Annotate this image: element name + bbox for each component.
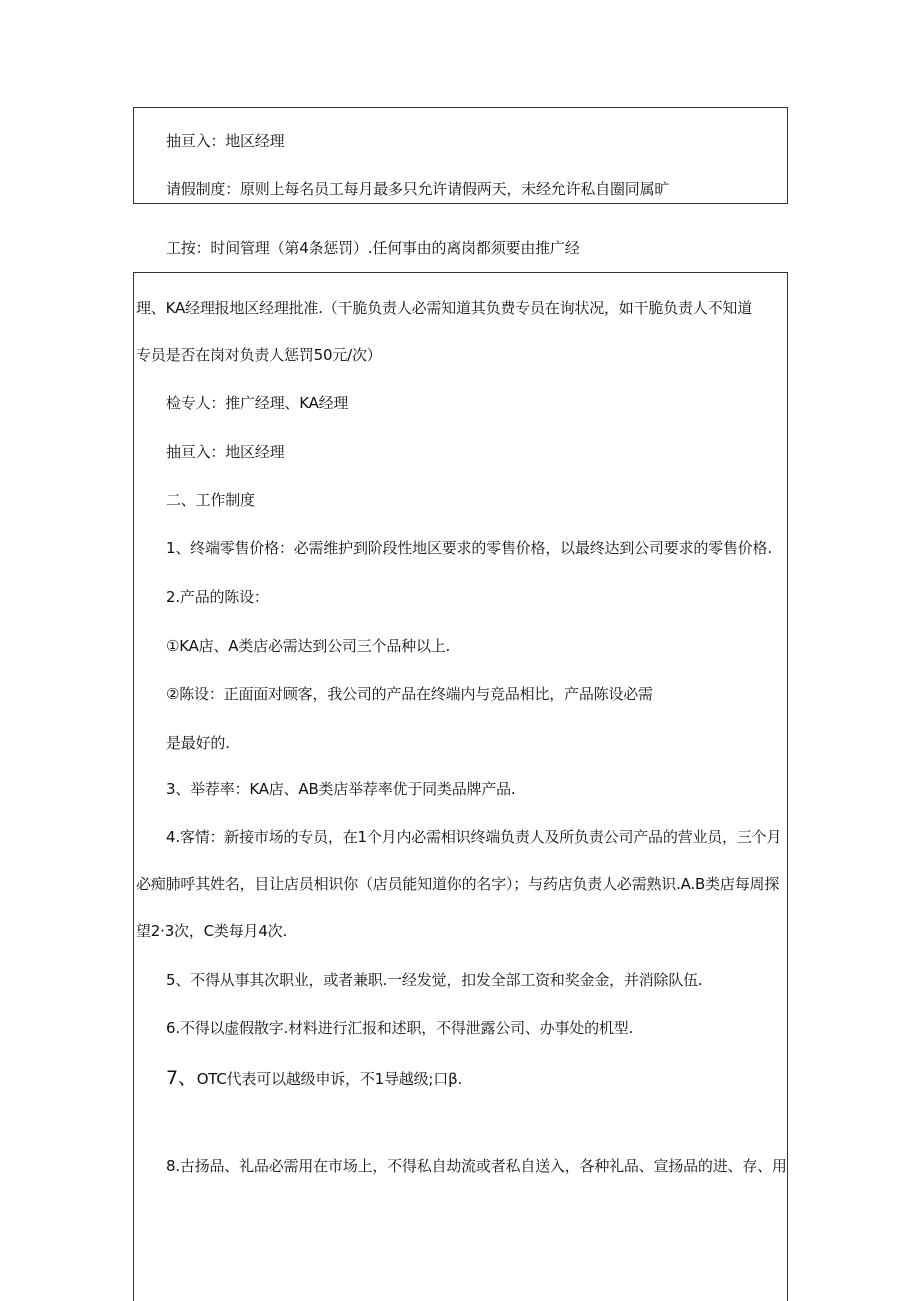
rule-2-item-1: ①KA店、A类店必需达到公司三个品种以上.	[166, 637, 451, 655]
rule-8: 8.古扬品、礼品必需用在市场上，不得私自劫流或者私自送入，各种礼品、宣扬品的进、存、用	[166, 1157, 787, 1175]
rule-2-item-2-cont: 是最好的.	[166, 734, 230, 752]
section-heading: 二、工作制度	[166, 491, 255, 509]
rule-2-item-2: ②陈设：正面面对顾客，我公司的产品在终端内与竞品相比，产品陈设必需	[166, 685, 653, 703]
rule-4-cont-2: 望2·3次，C类每月4次.	[136, 922, 288, 940]
rule-3: 3、举荐率：KA店、AB类店举荐率优于同类品牌产品.	[166, 780, 516, 798]
rule-7-number: 7、	[166, 1067, 197, 1089]
rule-4: 4.客情：新接市场的专员，在1个月内必需相识终端负责人及所负责公司产品的营业员，三个月	[166, 828, 782, 846]
time-management-line: 工按：时间管理（第4条惩罚）.任何事由的离岗都须要由推广经	[166, 239, 580, 257]
rule-1: 1、终端零售价格：必需维护到阶段性地区要求的零售价格，以最终达到公司要求的零售价格.	[166, 539, 772, 557]
rule-7	[166, 1068, 462, 1089]
rule-5: 5、不得从事其次职业，或者兼职.一经发觉，扣发全部工资和奖金金，并消除队伍.	[166, 971, 703, 989]
rule-2-heading: 2.产品的陈设：	[166, 588, 269, 606]
inspector-line: 检专人：推广经理、KA经理	[166, 394, 349, 412]
rule-7-text: OTC代表可以越级申诉，不1导越级;口β.	[196, 1070, 463, 1088]
approval-line: 理、KA经理报地区经理批准.（干脆负责人必需知道其负费专员在询状况，如干脆负责人不知道	[136, 299, 753, 317]
rule-4-cont-1: 必痴肺呼其姓名，目让店员相识你（店员能知道你的名字）；与药店负责人必需熟识.A.B类店每周探	[136, 875, 780, 893]
examiner-line-2: 抽亘入：地区经理	[166, 443, 285, 461]
examiner-line: 抽亘入：地区经理	[166, 132, 285, 150]
rule-6: 6.不得以虚假散字.材料进行汇报和述职，不得泄露公司、办事处的机型.	[166, 1019, 634, 1037]
penalty-line: 专员是否在岗对负责人惩罚50元/次）	[136, 346, 382, 364]
leave-policy-line: 请假制度：原则上每名员工每月最多只允许请假两天，未经允许私自圈同属旷	[166, 180, 670, 198]
